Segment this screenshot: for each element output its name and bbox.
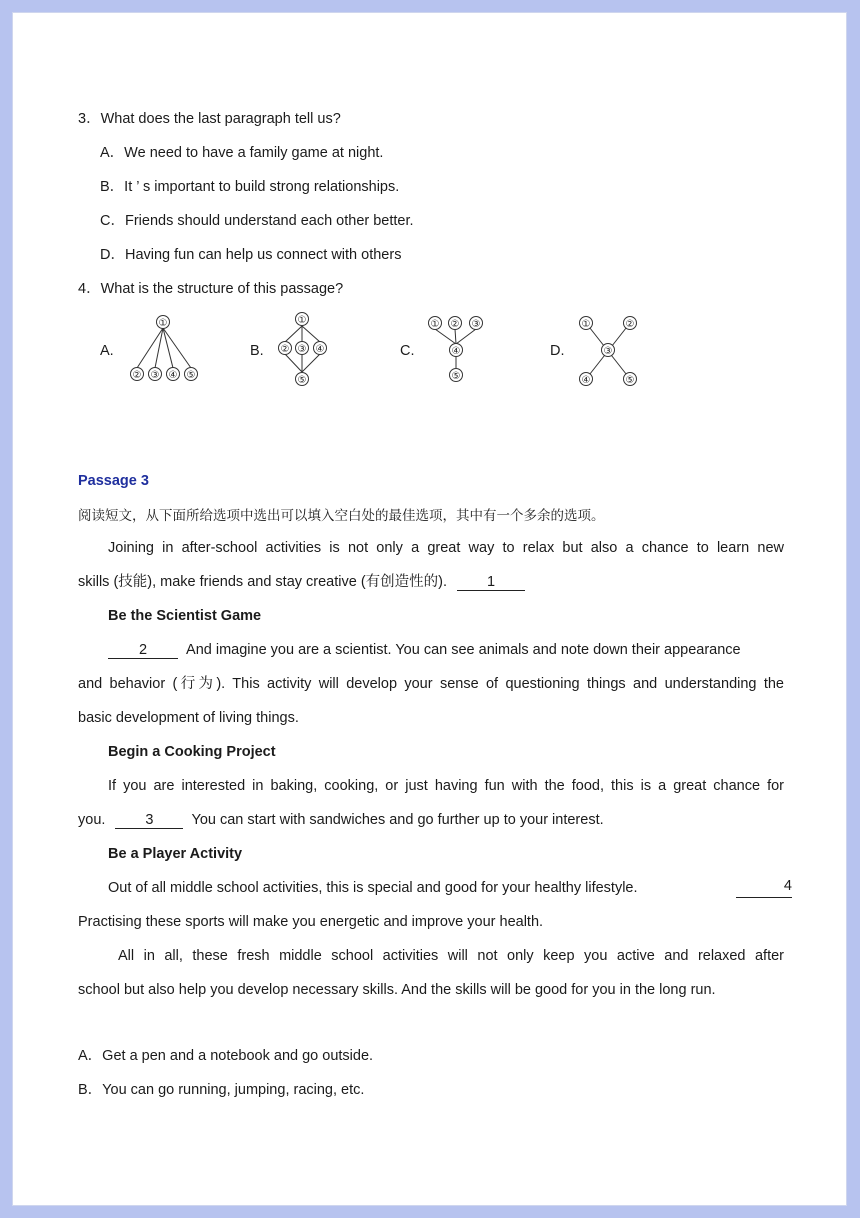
node-1: ① xyxy=(297,315,307,326)
paragraph-2-line-3: basic development of living things. xyxy=(78,710,299,726)
node-2: ② xyxy=(132,370,142,381)
q4-option-c-label: C. xyxy=(400,343,415,359)
choice-b: B．You can go running, jumping, racing, etc. xyxy=(78,1082,365,1098)
passage-title: Passage 3 xyxy=(78,473,149,489)
heading-cooking-project: Begin a Cooking Project xyxy=(108,744,276,760)
node-2: ② xyxy=(450,319,460,330)
blank-2: 2 xyxy=(108,642,178,659)
paragraph-1-line-2 xyxy=(78,572,525,592)
heading-scientist-game: Be the Scientist Game xyxy=(108,608,262,624)
node-1: ① xyxy=(581,319,591,330)
q4-option-b-label: B. xyxy=(250,343,264,359)
structure-diagram-a xyxy=(125,312,205,387)
paragraph-5-line-1: All in all, these fresh middle school activities will not only keep you active and relaxed after xyxy=(118,948,784,964)
blank-4: 4 xyxy=(736,878,792,898)
paragraph-3-line-1: If you are interested in baking, cooking, or just having fun with the food, this is a great chance for xyxy=(108,778,784,794)
q3-option-b: B．It ’ s important to build strong relationships. xyxy=(100,179,400,195)
structure-diagram-d xyxy=(572,312,644,388)
q4-stem: 4．What is the structure of this passage? xyxy=(78,281,344,297)
node-2: ② xyxy=(280,344,290,355)
heading-player-activity: Be a Player Activity xyxy=(108,846,243,862)
q3-option-a: A．We need to have a family game at night. xyxy=(100,145,384,161)
node-5: ⑤ xyxy=(186,370,196,381)
choice-a: A．Get a pen and a notebook and go outside. xyxy=(78,1048,374,1064)
node-4: ④ xyxy=(168,370,178,381)
paragraph-3-line-2-end: You can start with sandwiches and go further up to your interest. xyxy=(191,812,604,828)
paragraph-3-line-2 xyxy=(78,810,604,830)
q3-stem: 3．What does the last paragraph tell us? xyxy=(78,111,341,127)
q4-option-d-label: D. xyxy=(550,343,565,359)
node-2: ② xyxy=(625,319,635,330)
node-1: ① xyxy=(158,318,168,329)
paragraph-1-line-2-text: skills (技能), make friends and stay creative (有创造性的). xyxy=(78,574,448,590)
node-4: ④ xyxy=(581,375,591,386)
node-5: ⑤ xyxy=(297,375,307,386)
node-3: ③ xyxy=(297,344,307,355)
node-1: ① xyxy=(430,319,440,330)
blank-3: 3 xyxy=(115,812,183,829)
q4-option-a-label: A. xyxy=(100,343,114,359)
node-3: ③ xyxy=(603,346,613,357)
paragraph-2-line-1-text: And imagine you are a scientist. You can see animals and note down their appearance xyxy=(186,642,741,658)
passage-instruction: 阅读短文，从下面所给选项中选出可以填入空白处的最佳选项，其中有一个多余的选项。 xyxy=(78,508,605,524)
paragraph-4-line-1-text: Out of all middle school activities, this is special and good for your healthy lifestyle. xyxy=(108,880,638,896)
structure-diagram-c xyxy=(422,310,492,386)
paragraph-1-line-1: Joining in after-school activities is not only a great way to relax but also a chance to learn new xyxy=(108,540,784,556)
paragraph-4-line-2: Practising these sports will make you energetic and improve your health. xyxy=(78,914,544,930)
q3-option-d: D．Having fun can help us connect with others xyxy=(100,247,402,263)
structure-diagram-b xyxy=(272,308,334,390)
node-4: ④ xyxy=(451,346,461,357)
paragraph-5-line-2: school but also help you develop necessary skills. And the skills will be good for you in the long run. xyxy=(78,982,716,998)
q3-option-c: C．Friends should understand each other better. xyxy=(100,213,414,229)
paragraph-3-line-2-start: you. xyxy=(78,812,106,828)
paragraph-2-line-2: and behavior (行为). This activity will develop your sense of questioning things and understanding the xyxy=(78,676,784,692)
node-3: ③ xyxy=(471,319,481,330)
node-4: ④ xyxy=(315,344,325,355)
paragraph-2-line-1 xyxy=(108,640,741,660)
node-5: ⑤ xyxy=(625,375,635,386)
node-5: ⑤ xyxy=(451,371,461,382)
node-3: ③ xyxy=(150,370,160,381)
blank-1: 1 xyxy=(457,574,525,591)
paragraph-4-line-1 xyxy=(108,878,792,898)
